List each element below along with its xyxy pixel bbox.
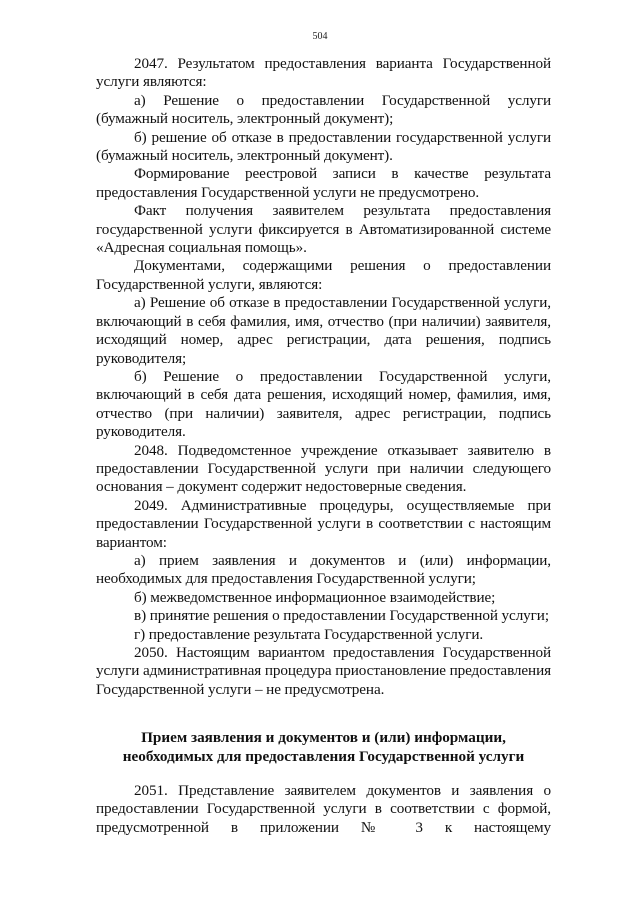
- list-item-procedure-b: б) межведомственное информационное взаимодействие;: [134, 588, 496, 606]
- list-item-procedure-d: г) предоставление результата Государственной услуги.: [134, 625, 484, 643]
- paragraph-decision-documents: Документами, содержащими решения о предоставлении Государственной услуги, являются:: [96, 257, 551, 293]
- page-number: 504: [312, 31, 328, 42]
- paragraph-registry-record: Формирование реестровой записи в качестве результата предоставления Государственной услуги не предусмотрено.: [96, 165, 551, 201]
- paragraph-2049: 2049. Административные процедуры, осуществляемые при предоставлении Государственной услуги в соответствии с настоящим вариантом:: [96, 496, 551, 551]
- list-item-result-b: б) решение об отказе в предоставлении государственной услуги (бумажный носитель, электронный документ).: [96, 128, 551, 165]
- list-item-grant-decision: б) Решение о предоставлении Государственной услуги, включающий в себя дата решения, исходящий номер, фамилия, имя, отчество (при наличии) заявителя, адрес регистрации, подпись руководителя.: [96, 367, 551, 441]
- list-item-procedure-c: в) принятие решения о предоставлении Государственной услуги;: [134, 607, 549, 625]
- list-item-result-a: а) Решение о предоставлении Государственной услуги (бумажный носитель, электронный документ);: [96, 91, 551, 128]
- paragraph-2048: 2048. Подведомстенное учреждение отказывает заявителю в предоставлении Государственной услуги при наличии следующего основания – документ содержит недостоверные сведения.: [96, 441, 551, 496]
- paragraph-2047: 2047. Результатом предоставления варианта Государственной услуги являются:: [96, 55, 551, 91]
- paragraph-result-fact: Факт получения заявителем результата предоставления государственной услуги фиксируется в Автоматизированной системе «Адресная социальная помощь».: [96, 202, 551, 257]
- paragraph-2050: 2050. Настоящим вариантом предоставления Государственной услуги административная процедура приостановление предоставления Государственной услуги – не предусмотрена.: [96, 644, 551, 698]
- paragraph-2051: 2051. Представление заявителем документов и заявления о предоставлении Государственной услуги в соответствии с формой, предусмотренной в приложении № 3 к настоящему: [96, 782, 551, 836]
- list-item-refusal-decision: а) Решение об отказе в предоставлении Государственной услуги, включающий в себя фамилия, имя, отчество (при наличии) заявителя, исходящий номер, адрес регистрации, дата решения, подпись руководителя;: [96, 294, 551, 367]
- list-item-procedure-a: а) прием заявления и документов и (или) информации, необходимых для предоставления Государственной услуги;: [96, 551, 551, 588]
- section-heading: Прием заявления и документов и (или) информации, необходимых для предоставления Государственной услуги: [122, 729, 525, 765]
- document-body: [96, 55, 551, 837]
